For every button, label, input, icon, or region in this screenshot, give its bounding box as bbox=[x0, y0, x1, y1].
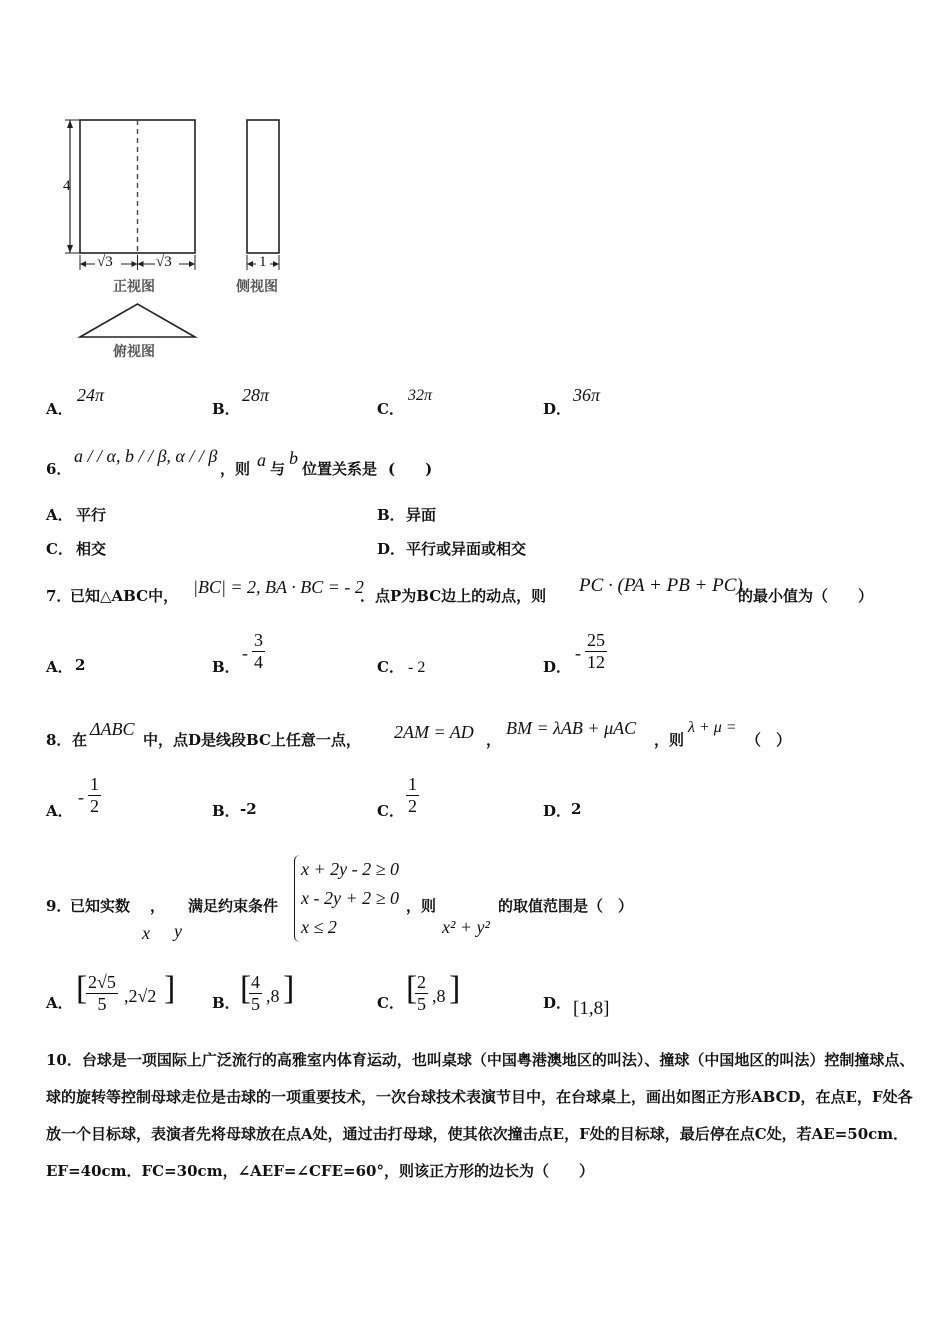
q5-option-a-letter: A． bbox=[46, 400, 73, 418]
q6-paren: ( ) bbox=[388, 460, 433, 478]
question-7 bbox=[46, 572, 926, 604]
q7-option-b-den: 4 bbox=[254, 652, 263, 672]
q5-option-d-value: 36π bbox=[573, 385, 601, 405]
question-6 bbox=[46, 446, 926, 476]
q8-option-b-value: -2 bbox=[240, 800, 257, 818]
q9-option-c-rest: ,8 bbox=[432, 986, 446, 1006]
q9-option-c-open-bracket: [ bbox=[406, 970, 418, 1007]
q8-text1: 在 bbox=[72, 731, 88, 749]
q8-option-c-fraction bbox=[406, 774, 419, 817]
q9-comma: ， bbox=[150, 897, 166, 915]
q5-option-c-value: 32π bbox=[408, 387, 433, 404]
q7-text1: 已知△ABC中， bbox=[70, 587, 179, 605]
q9-constraint-2: x - 2y + 2 ≥ 0 bbox=[301, 888, 399, 908]
q7-option-b-letter: B． bbox=[212, 658, 240, 676]
q9-option-b-fraction bbox=[249, 972, 262, 1015]
q8-option-a-den: 2 bbox=[90, 796, 99, 816]
q7-option-d-fraction bbox=[585, 630, 607, 673]
q9-option-c-close-bracket: ] bbox=[449, 970, 461, 1007]
q6-option-a-letter: A． bbox=[46, 506, 73, 524]
q7-number: 7． bbox=[46, 587, 72, 605]
q9-option-a-fraction bbox=[86, 972, 118, 1015]
side-width-label: 1 bbox=[259, 254, 267, 270]
q9-option-c-num: 2 bbox=[417, 972, 426, 992]
q8-cond1: 2AM = AD bbox=[394, 722, 474, 742]
q6-text-rel: 位置关系是 bbox=[302, 460, 378, 478]
q9-text3: ，则 bbox=[406, 897, 437, 915]
q5-option-a-value: 24π bbox=[77, 385, 105, 405]
q7-option-c-letter: C． bbox=[377, 658, 404, 676]
q8-option-d-value: 2 bbox=[571, 800, 582, 818]
q9-constraint-system bbox=[294, 855, 399, 942]
q9-expr: x² + y² bbox=[442, 917, 490, 937]
q6-option-b-letter: B． bbox=[377, 506, 405, 524]
q6-a: a bbox=[257, 450, 266, 470]
q6-b: b bbox=[289, 448, 298, 468]
q9-option-c-letter: C． bbox=[377, 994, 404, 1012]
q7-text2: ．点P为BC边上的动点，则 bbox=[360, 587, 547, 605]
q8-cond2: BM = λAB + μAC bbox=[506, 718, 637, 738]
q8-option-c-num: 1 bbox=[408, 774, 417, 794]
q8-option-b-letter: B． bbox=[212, 802, 240, 820]
q9-option-b-den: 5 bbox=[251, 994, 260, 1014]
q9-option-a-close-bracket: ] bbox=[164, 970, 176, 1007]
q9-number: 9． bbox=[46, 897, 72, 915]
q7-option-d-letter: D． bbox=[543, 658, 572, 676]
q9-option-a-open-bracket: [ bbox=[76, 970, 88, 1007]
q9-x: x bbox=[142, 923, 150, 943]
q9-option-d-value: [1,8] bbox=[573, 998, 610, 1019]
q8-option-a-num: 1 bbox=[90, 774, 99, 794]
q8-sep: ， bbox=[486, 731, 502, 749]
q6-option-b-value: 异面 bbox=[406, 506, 437, 524]
q9-option-b-close-bracket: ] bbox=[283, 970, 295, 1007]
q7-expr: PC · (PA + PB + PC) bbox=[579, 575, 743, 596]
top-view-triangle bbox=[80, 304, 195, 337]
q8-option-a-letter: A． bbox=[46, 802, 73, 820]
q9-option-b-letter: B． bbox=[212, 994, 240, 1012]
side-view-rect bbox=[247, 120, 279, 253]
q6-option-d-value: 平行或异面或相交 bbox=[406, 540, 527, 558]
q6-option-a-value: 平行 bbox=[76, 506, 107, 524]
q9-option-a-rest: ,2√2 bbox=[124, 986, 157, 1006]
q8-triangle: ΔABC bbox=[90, 719, 135, 739]
q7-option-a-letter: A． bbox=[46, 658, 73, 676]
q6-option-c-letter: C． bbox=[46, 540, 73, 558]
q5-option-d-letter: D． bbox=[543, 400, 572, 418]
q9-option-c-den: 5 bbox=[417, 994, 426, 1014]
q5-option-b-letter: B． bbox=[212, 400, 240, 418]
q8-option-d-letter: D． bbox=[543, 802, 572, 820]
q8-option-c-den: 2 bbox=[408, 796, 417, 816]
q7-option-d-den: 12 bbox=[587, 652, 605, 672]
figure-drawing bbox=[55, 110, 315, 370]
width-right-label: √3 bbox=[156, 254, 172, 270]
q9-option-b-rest: ,8 bbox=[266, 986, 280, 1006]
q9-constraint-3: x ≤ 2 bbox=[301, 917, 337, 937]
three-view-figure bbox=[55, 110, 315, 370]
width-left-label: √3 bbox=[97, 254, 113, 270]
q6-number: 6． bbox=[46, 460, 72, 478]
q9-text4: 的取值范围是（ ） bbox=[498, 897, 634, 915]
q9-option-a-letter: A． bbox=[46, 994, 73, 1012]
q8-option-a-sign: - bbox=[78, 787, 84, 807]
question-9 bbox=[46, 855, 926, 945]
q9-option-a-den: 5 bbox=[86, 993, 118, 1015]
q7-cond1: |BC| = 2, BA · BC = - 2 bbox=[193, 577, 364, 597]
q7-option-b-sign: - bbox=[242, 643, 248, 663]
height-label: 4 bbox=[63, 178, 71, 194]
q5-option-b-value: 28π bbox=[242, 385, 270, 405]
q8-paren: （ ） bbox=[746, 731, 792, 749]
top-view-label: 俯视图 bbox=[113, 344, 155, 360]
q9-text1: 已知实数 bbox=[70, 897, 131, 915]
q8-text2: 中，点D是线段BC上任意一点， bbox=[143, 731, 361, 749]
q7-option-d-sign: - bbox=[575, 643, 581, 663]
q7-option-b-num: 3 bbox=[254, 630, 263, 650]
q9-option-d-letter: D． bbox=[543, 994, 572, 1012]
question-10: 10．台球是一项国际上广泛流行的高雅室内体育运动，也叫桌球（中国粤港澳地区的叫法）、撞球（中国地区的叫法）控制撞球点、球的旋转等控制母球走位是击球的一项重要技术，一次台球技术表演节目中，在台球桌上，画出如图正方形ABCD，在点E，F处各放一个目标球，表演者先将母球放在点A处，通过击打母球，使其依次撞击点E，F处的目标球，最后停在点C处，若AE=50cm．EF=40cm．FC=30cm，∠AEF=∠CFE=60°，则该正方形的边长为（ ） bbox=[46, 1051, 915, 1180]
q5-option-c-letter: C． bbox=[377, 400, 404, 418]
q9-option-c-fraction bbox=[415, 972, 428, 1015]
q8-text3: ，则 bbox=[654, 731, 685, 749]
q9-option-b-open-bracket: [ bbox=[240, 970, 252, 1007]
q7-text3: 的最小值为（ ） bbox=[738, 587, 874, 605]
q8-option-a-fraction bbox=[88, 774, 101, 817]
q7-option-c-value: - 2 bbox=[408, 659, 426, 676]
q9-text2: 满足约束条件 bbox=[188, 897, 279, 915]
q7-option-b-fraction bbox=[252, 630, 265, 673]
q6-condition: a / / α, b / / β, α / / β bbox=[74, 446, 218, 466]
q6-option-d-letter: D． bbox=[377, 540, 406, 558]
q6-text-with: 与 bbox=[270, 460, 286, 478]
q8-number: 8． bbox=[46, 731, 72, 749]
q8-expr: λ + μ = bbox=[688, 719, 737, 736]
q6-option-c-value: 相交 bbox=[76, 540, 107, 558]
q9-option-a-num: 2√5 bbox=[88, 972, 116, 992]
q8-option-c-letter: C． bbox=[377, 802, 404, 820]
front-view-label: 正视图 bbox=[113, 279, 155, 295]
side-view-label: 侧视图 bbox=[236, 279, 278, 295]
q6-text-then: ，则 bbox=[220, 460, 251, 478]
q9-option-b-num: 4 bbox=[251, 972, 260, 992]
question-8 bbox=[46, 716, 926, 748]
q9-constraint-1: x + 2y - 2 ≥ 0 bbox=[301, 859, 399, 879]
q7-option-a-value: 2 bbox=[75, 656, 86, 674]
q9-y: y bbox=[174, 921, 182, 941]
q7-option-d-num: 25 bbox=[587, 630, 605, 650]
